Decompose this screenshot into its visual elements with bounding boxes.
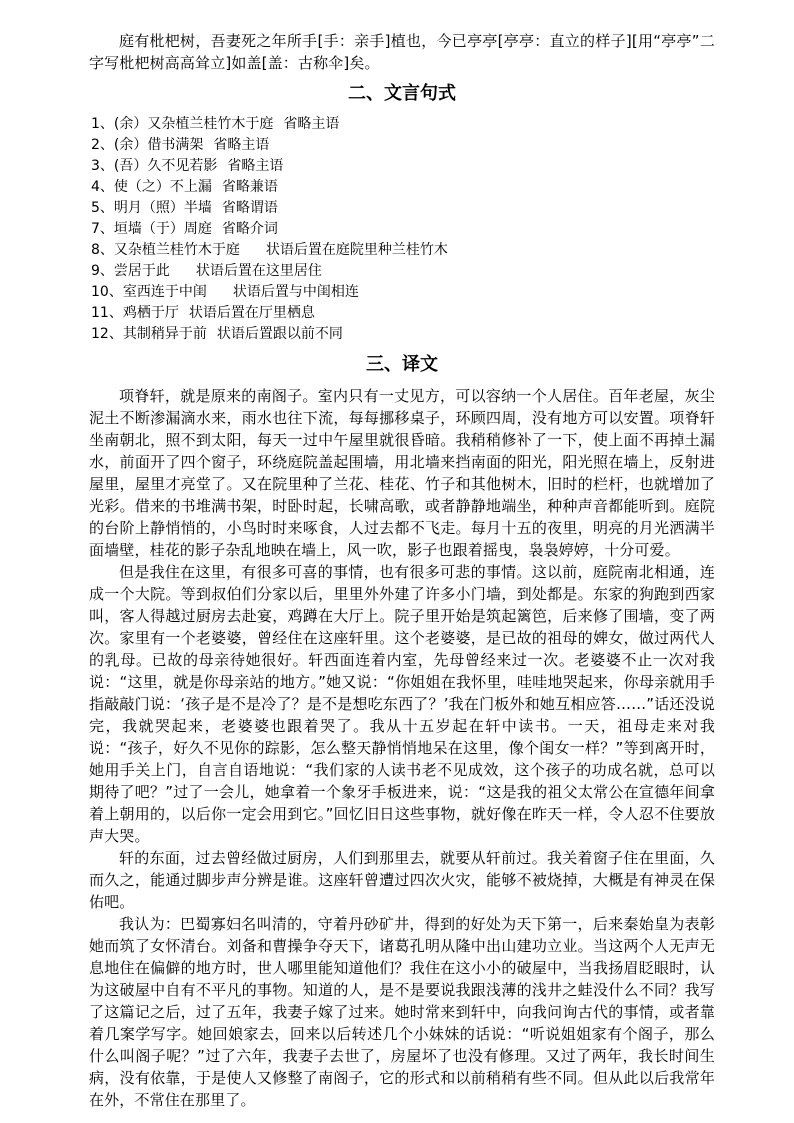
item-note: 省略主语 bbox=[213, 137, 270, 153]
list-item bbox=[89, 219, 715, 240]
list-item bbox=[89, 198, 715, 219]
item-sentence: 其制稍异于前 bbox=[122, 326, 207, 342]
item-note: 省略介词 bbox=[221, 221, 278, 237]
item-number: 8、 bbox=[91, 242, 114, 258]
item-sentence: 鸡栖于厅 bbox=[122, 305, 179, 321]
item-sentence: (余）又杂植兰桂竹木于庭 bbox=[113, 116, 274, 132]
item-sentence: 使（之）不上漏 bbox=[113, 179, 212, 195]
item-sentence: 又杂植兰桂竹木于庭 bbox=[113, 242, 240, 258]
list-item bbox=[89, 240, 715, 261]
item-number: 4、 bbox=[91, 179, 114, 195]
item-sentence: 尝居于此 bbox=[113, 263, 170, 279]
document-page bbox=[89, 30, 715, 1111]
item-note: 省略主语 bbox=[283, 116, 340, 132]
item-number: 2、 bbox=[91, 137, 114, 153]
item-number: 12、 bbox=[91, 326, 123, 342]
item-sentence: 明月（照）半墙 bbox=[113, 200, 212, 216]
section-title-translation: 三、译文 bbox=[366, 354, 438, 375]
item-note: 省略兼语 bbox=[221, 179, 278, 195]
item-note: 省略谓语 bbox=[221, 200, 278, 216]
item-number: 7、 bbox=[91, 221, 114, 237]
item-sentence: 垣墙（于）周庭 bbox=[113, 221, 212, 237]
item-note: 省略主语 bbox=[227, 158, 284, 174]
item-number: 1、 bbox=[91, 116, 114, 132]
intro-paragraph: 庭有枇杷树，吾妻死之年所手[手：亲手]植也，今已亭亭[亭亭：直立的样子][用“亭亭”二字写枇杷树高高耸立]如盖[盖：古称伞]矣。 bbox=[89, 32, 715, 72]
translation-paragraph: 我认为：巴蜀寡妇名叫清的，守着丹砂矿井，得到的好处为天下第一，后来秦始皇为表彰她而筑了女怀清台。刘备和曹操争夺天下，诸葛孔明从隆中出山建功立业。当这两个人无声无息地住在偏僻的地方时，世人哪里能知道他们？我住在这小小的破屋中，当我扬眉眨眼时，认为这破屋中自有不平凡的事物。知道的人，是不是要说我跟浅薄的浅井之蛙没什么不同？我写了这篇记之后，过了五年，我妻子嫁了过来。她时常来到轩中，向我问询古代的事情，或者靠着几案学写字。她回娘家去，回来以后转述几个小妹妹的话说：“听说姐姐家有个阁子，那么什么叫阁子呢？”过了六年，我妻子去世了，房屋坏了也没有修理。又过了两年，我长时间生病，没有依靠，于是使人又修整了南阁子，它的形式和以前稍稍有些不同。但从此以后我常年在外，不常住在那里了。 bbox=[89, 915, 715, 1109]
item-sentence: (余）借书满架 bbox=[113, 137, 204, 153]
item-note: 状语后置在庭院里种兰桂竹木 bbox=[265, 242, 448, 258]
item-number: 11、 bbox=[91, 305, 123, 321]
item-sentence: (吾）久不见若影 bbox=[113, 158, 218, 174]
item-number: 3、 bbox=[91, 158, 114, 174]
list-item bbox=[89, 324, 715, 345]
list-item bbox=[89, 261, 715, 282]
item-note: 状语后置与中闺相连 bbox=[232, 284, 359, 300]
item-note: 状语后置在厅里栖息 bbox=[188, 305, 315, 321]
item-note: 状语后置跟以前不同 bbox=[216, 326, 343, 342]
translation-paragraph: 轩的东面，过去曾经做过厨房，人们到那里去，就要从轩前过。我关着窗子住在里面，久而久之，能通过脚步声分辨是谁。这座轩曾遭过四次火灾，能够不被烧掉，大概是有神灵在保佑吧。 bbox=[89, 849, 715, 911]
translation-paragraph: 项脊轩，就是原来的南阁子。室内只有一丈见方，可以容纳一个人居住。百年老屋，灰尘泥土不断渗漏滴水来，雨水也往下流，每每挪移桌子，环顾四周，没有地方可以安置。项脊轩坐南朝北，照不到太阳，每天一过中午屋里就很昏暗。我稍稍修补了一下，使上面不再掉土漏水，前面开了四个窗子，环绕庭院盖起围墙，用北墙来挡南面的阳光，阳光照在墙上，反射进屋里，屋里才亮堂了。又在院里种了兰花、桂花、竹子和其他树木，旧时的栏杆，也就增加了光彩。借来的书堆满书架，时卧时起，长啸高歌，或者静静地端坐，种种声音都能听到。庭院的台阶上静悄悄的，小鸟时时来啄食，人过去都不飞走。每月十五的夜里，明亮的月光洒满半面墙壁，桂花的影子杂乱地映在墙上，风一吹，影子也跟着摇曳，袅袅婷婷，十分可爱。 bbox=[89, 387, 715, 559]
list-item bbox=[89, 177, 715, 198]
item-number: 9、 bbox=[91, 263, 114, 279]
list-item bbox=[89, 114, 715, 135]
item-number: 10、 bbox=[91, 284, 123, 300]
item-note: 状语后置在这里居住 bbox=[195, 263, 322, 279]
sentence-pattern-list bbox=[89, 114, 715, 345]
list-item bbox=[89, 135, 715, 156]
list-item bbox=[89, 282, 715, 303]
translation-paragraph: 但是我住在这里，有很多可喜的事情，也有很多可悲的事情。这以前，庭院南北相通，连成一个大院。等到叔伯们分家以后，里里外外建了许多小门墙，到处都是。东家的狗跑到西家叫，客人得越过厨房去赴宴，鸡蹲在大厅上。院子里开始是筑起篱笆，后来修了围墙，变了两次。家里有一个老婆婆，曾经住在这座轩里。这个老婆婆，是已故的祖母的婢女，做过两代人的乳母。已故的母亲待她很好。轩西面连着内室，先母曾经来过一次。老婆婆不止一次对我说：“这里，就是你母亲站的地方。”她又说：“你姐姐在我怀里，哇哇地哭起来，你母亲就用手指敲敲门说：‘孩子是不是冷了？是不是想吃东西了？’我在门板外和她互相应答……”话还没说完，我就哭起来，老婆婆也跟着哭了。我从十五岁起在轩中读书。一天，祖母走来对我说：“孩子，好久不见你的踪影，怎么整天静悄悄地呆在这里，像个闺女一样？”等到离开时，她用手关上门，自言自语地说：“我们家的人读书老不见成效，这个孩子的功成名就，总可以期待了吧？”过了一会儿，她拿着一个象牙手板进来，说：“这是我的祖父太常公在宣德年间拿着上朝用的，以后你一定会用到它。”回忆旧日这些事物，就好像在昨天一样，令人忍不住要放声大哭。 bbox=[89, 563, 715, 845]
list-item bbox=[89, 156, 715, 177]
section-title-sentence-patterns: 二、文言句式 bbox=[348, 83, 456, 104]
list-item bbox=[89, 303, 715, 324]
item-number: 5、 bbox=[91, 200, 114, 216]
item-sentence: 室西连于中闺 bbox=[122, 284, 207, 300]
